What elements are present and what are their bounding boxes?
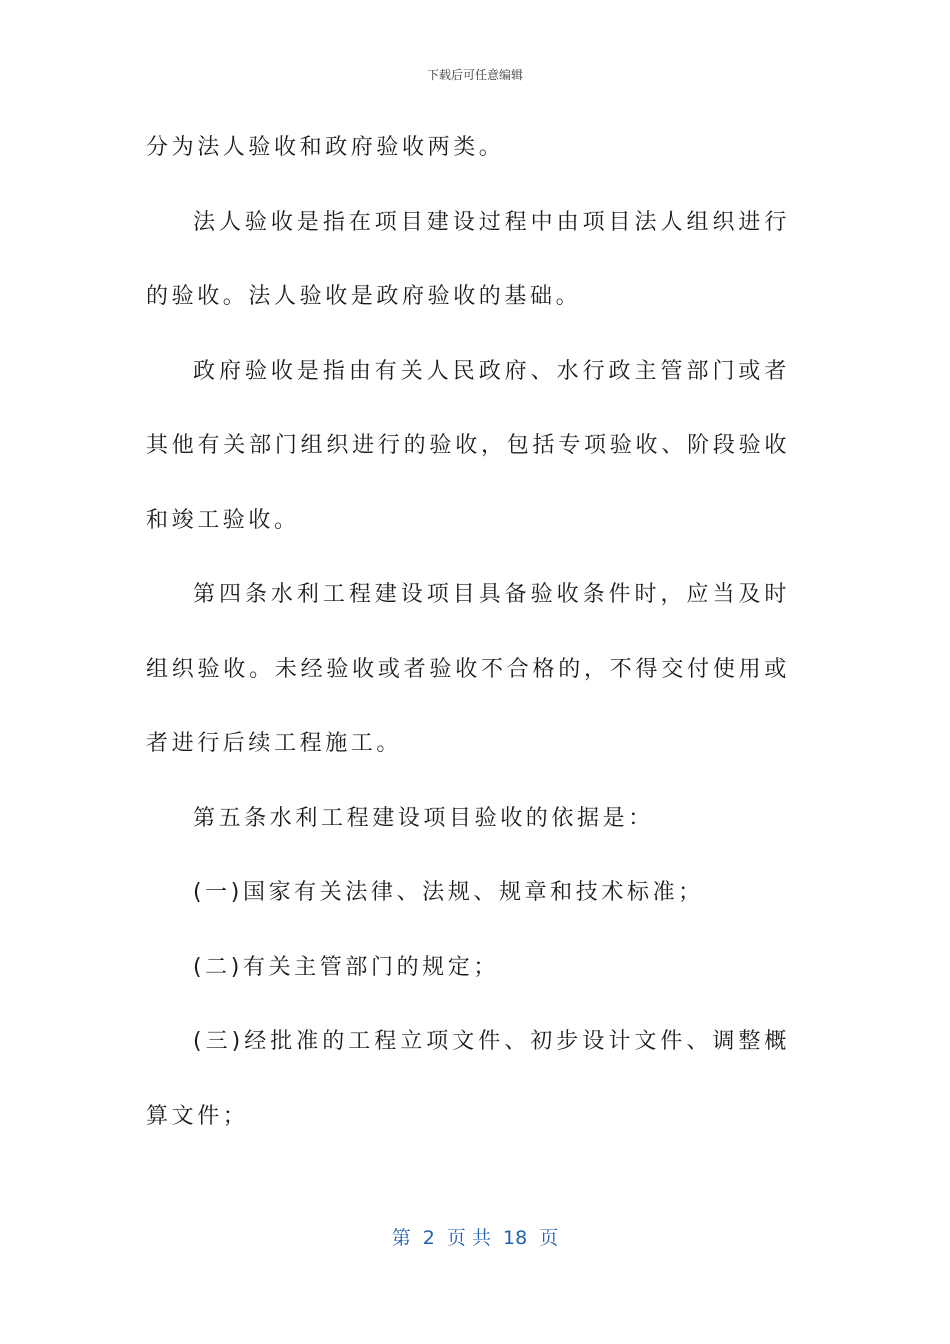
paragraph-continuation: 分为法人验收和政府验收两类。: [146, 135, 505, 160]
paragraph-legal-person-acceptance: 法人验收是指在项目建设过程中由项目法人组织进行的验收。法人验收是政府验收的基础。: [146, 209, 790, 309]
paragraph-government-acceptance: 政府验收是指由有关人民政府、水行政主管部门或者其他有关部门组织进行的验收，包括专项验收、阶段验收和竣工验收。: [146, 358, 790, 533]
document-body: [146, 111, 790, 1154]
page-header: 下载后可任意编辑: [426, 68, 523, 82]
list-item-2: (二)有关主管部门的规定；: [193, 954, 499, 980]
page-number-footer: 第 2 页 共 18 页: [391, 1227, 559, 1249]
list-item-3: (三)经批准的工程立项文件、初步设计文件、调整概算文件；: [146, 1029, 790, 1129]
paragraph-article-4: 第四条水利工程建设项目具备验收条件时，应当及时组织验收。未经验收或者验收不合格的，不得交付使用或者进行后续工程施工。: [146, 582, 790, 756]
list-item-1: (一)国家有关法律、法规、规章和技术标准；: [193, 880, 704, 905]
paragraph-article-5: 第五条水利工程建设项目验收的依据是：: [193, 805, 654, 831]
